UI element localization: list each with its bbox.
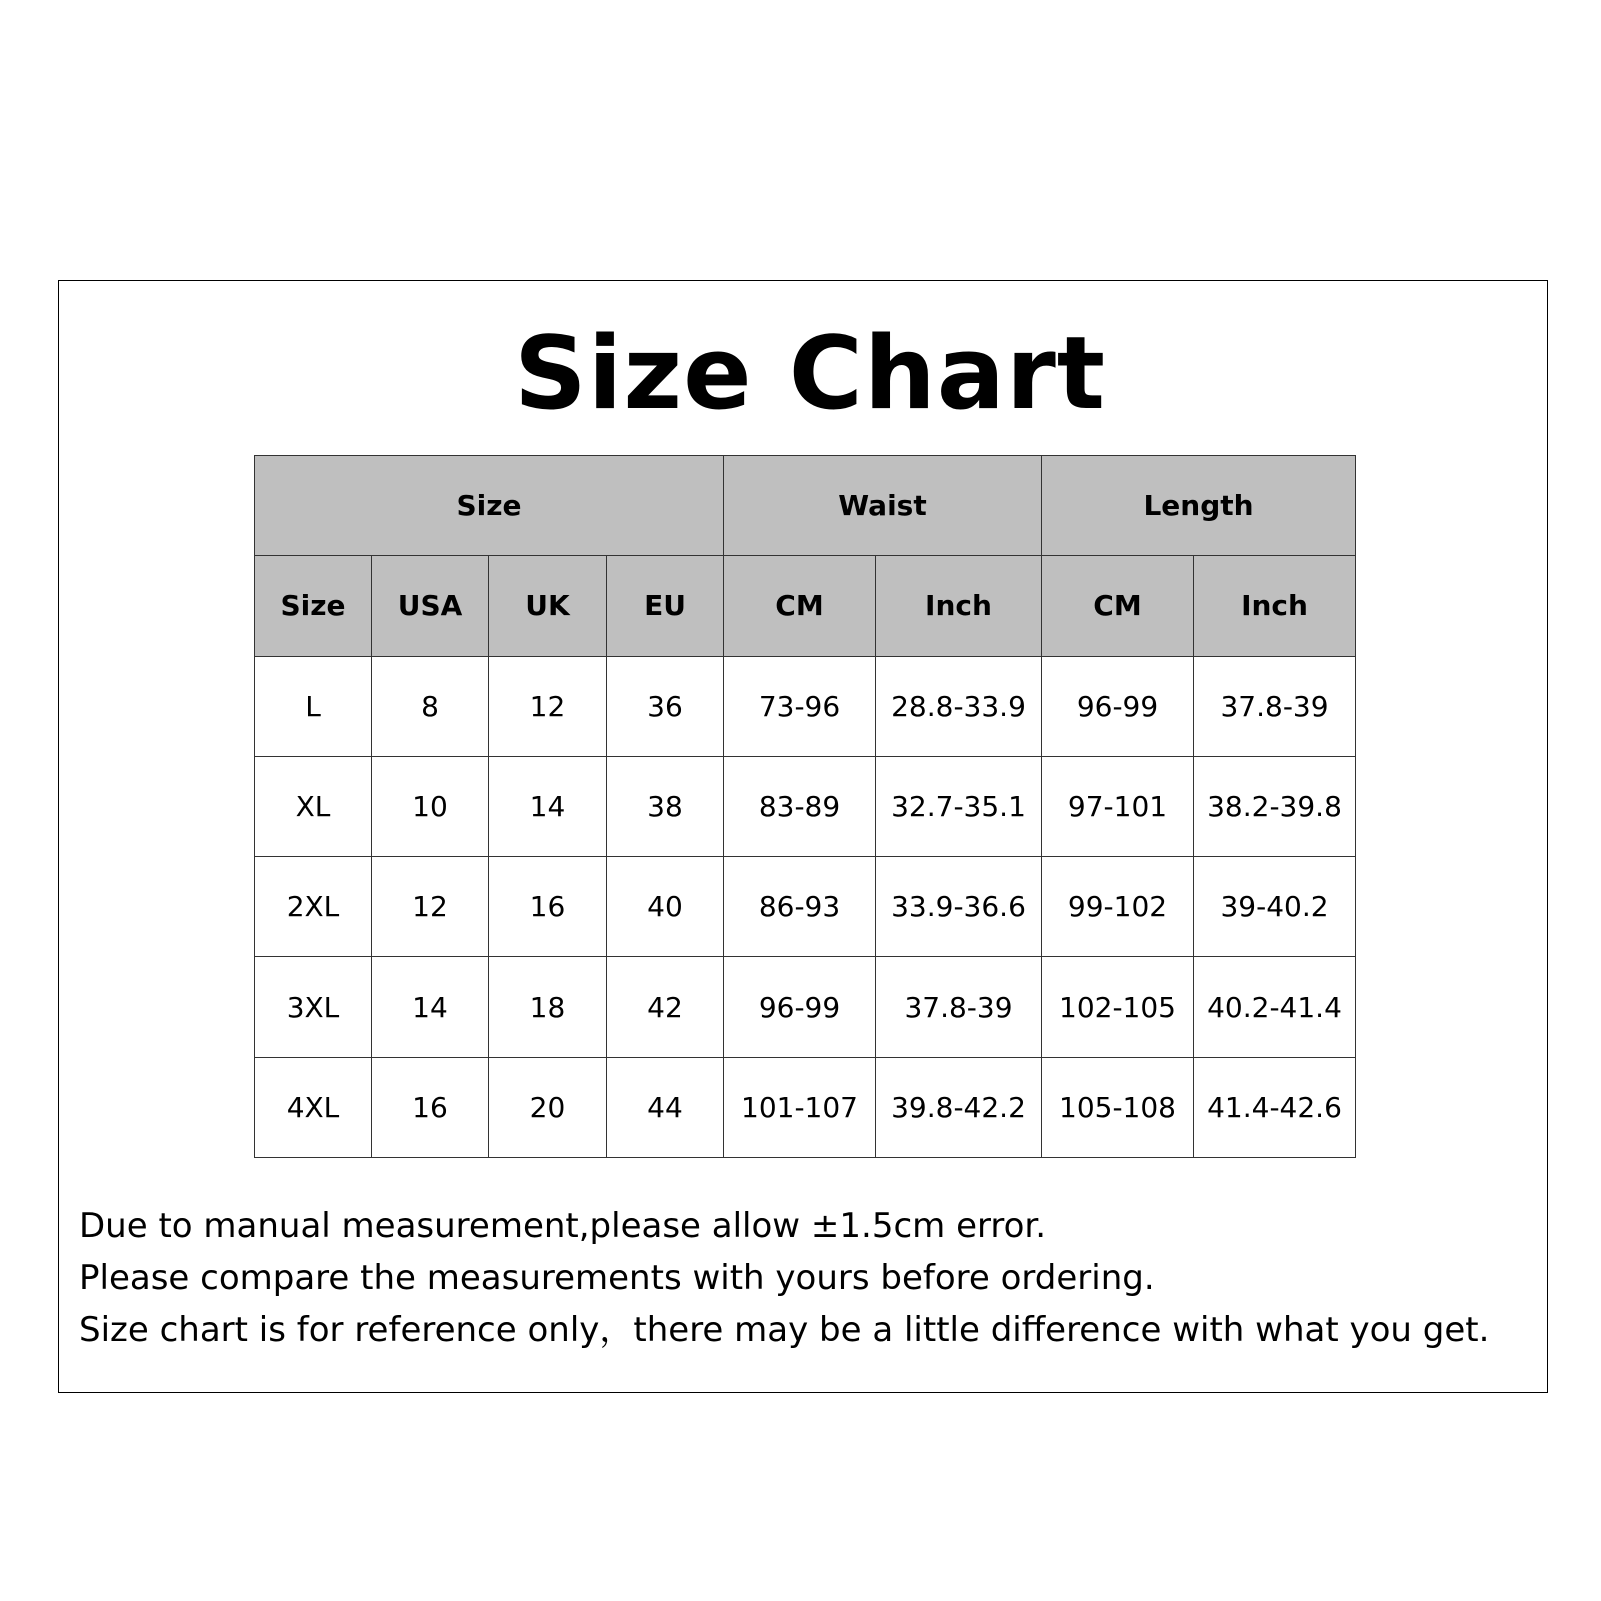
group-header-row bbox=[255, 456, 1356, 556]
column-header: UK bbox=[489, 556, 607, 656]
column-header: EU bbox=[607, 556, 724, 656]
table-cell: 14 bbox=[372, 957, 489, 1057]
table-cell: 33.9-36.6 bbox=[876, 857, 1042, 957]
table-cell: 97-101 bbox=[1042, 756, 1194, 856]
table-cell: 18 bbox=[489, 957, 607, 1057]
table-cell: 38 bbox=[607, 756, 724, 856]
table-cell: 39-40.2 bbox=[1194, 857, 1356, 957]
column-header: USA bbox=[372, 556, 489, 656]
table-cell: 42 bbox=[607, 957, 724, 1057]
table-cell: 12 bbox=[372, 857, 489, 957]
table-cell: 44 bbox=[607, 1057, 724, 1157]
table-cell: 102-105 bbox=[1042, 957, 1194, 1057]
table-row bbox=[255, 1057, 1356, 1157]
table-cell: L bbox=[255, 656, 372, 756]
size-table bbox=[254, 455, 1356, 1158]
note-line: Please compare the measurements with yours before ordering. bbox=[79, 1258, 1155, 1298]
table-cell: 99-102 bbox=[1042, 857, 1194, 957]
table-cell: 96-99 bbox=[1042, 656, 1194, 756]
table-cell: 3XL bbox=[255, 957, 372, 1057]
table-cell: 4XL bbox=[255, 1057, 372, 1157]
table-row bbox=[255, 957, 1356, 1057]
table-cell: 37.8-39 bbox=[1194, 656, 1356, 756]
table-cell: 83-89 bbox=[724, 756, 876, 856]
table-cell: 20 bbox=[489, 1057, 607, 1157]
table-cell: 8 bbox=[372, 656, 489, 756]
table-cell: 101-107 bbox=[724, 1057, 876, 1157]
note-line: Due to manual measurement,please allow ±1.5cm error. bbox=[79, 1206, 1047, 1246]
table-row bbox=[255, 857, 1356, 957]
table-cell: 28.8-33.9 bbox=[876, 656, 1042, 756]
group-header-length: Length bbox=[1042, 456, 1356, 556]
table-cell: 39.8-42.2 bbox=[876, 1057, 1042, 1157]
column-header: Size bbox=[255, 556, 372, 656]
table-cell: 10 bbox=[372, 756, 489, 856]
group-header-size: Size bbox=[255, 456, 724, 556]
column-header: Inch bbox=[876, 556, 1042, 656]
table-cell: 36 bbox=[607, 656, 724, 756]
group-header-waist: Waist bbox=[724, 456, 1042, 556]
note-line: Size chart is for reference only，there may be a little difference with what you get. bbox=[79, 1310, 1490, 1350]
table-cell: 16 bbox=[372, 1057, 489, 1157]
table-cell: 40.2-41.4 bbox=[1194, 957, 1356, 1057]
table-cell: 105-108 bbox=[1042, 1057, 1194, 1157]
table-cell: 73-96 bbox=[724, 656, 876, 756]
table-cell: 86-93 bbox=[724, 857, 876, 957]
column-header: CM bbox=[1042, 556, 1194, 656]
column-header: CM bbox=[724, 556, 876, 656]
table-cell: 40 bbox=[607, 857, 724, 957]
table-row bbox=[255, 656, 1356, 756]
page-title: Size Chart bbox=[513, 314, 1107, 432]
table-cell: 32.7-35.1 bbox=[876, 756, 1042, 856]
table-cell: 96-99 bbox=[724, 957, 876, 1057]
sub-header-row bbox=[255, 556, 1356, 656]
column-header: Inch bbox=[1194, 556, 1356, 656]
table-cell: 41.4-42.6 bbox=[1194, 1057, 1356, 1157]
table-cell: XL bbox=[255, 756, 372, 856]
table-cell: 12 bbox=[489, 656, 607, 756]
table-row bbox=[255, 756, 1356, 856]
table-cell: 16 bbox=[489, 857, 607, 957]
table-cell: 38.2-39.8 bbox=[1194, 756, 1356, 856]
table-cell: 37.8-39 bbox=[876, 957, 1042, 1057]
notes bbox=[79, 1200, 1489, 1356]
table-cell: 14 bbox=[489, 756, 607, 856]
table-cell: 2XL bbox=[255, 857, 372, 957]
